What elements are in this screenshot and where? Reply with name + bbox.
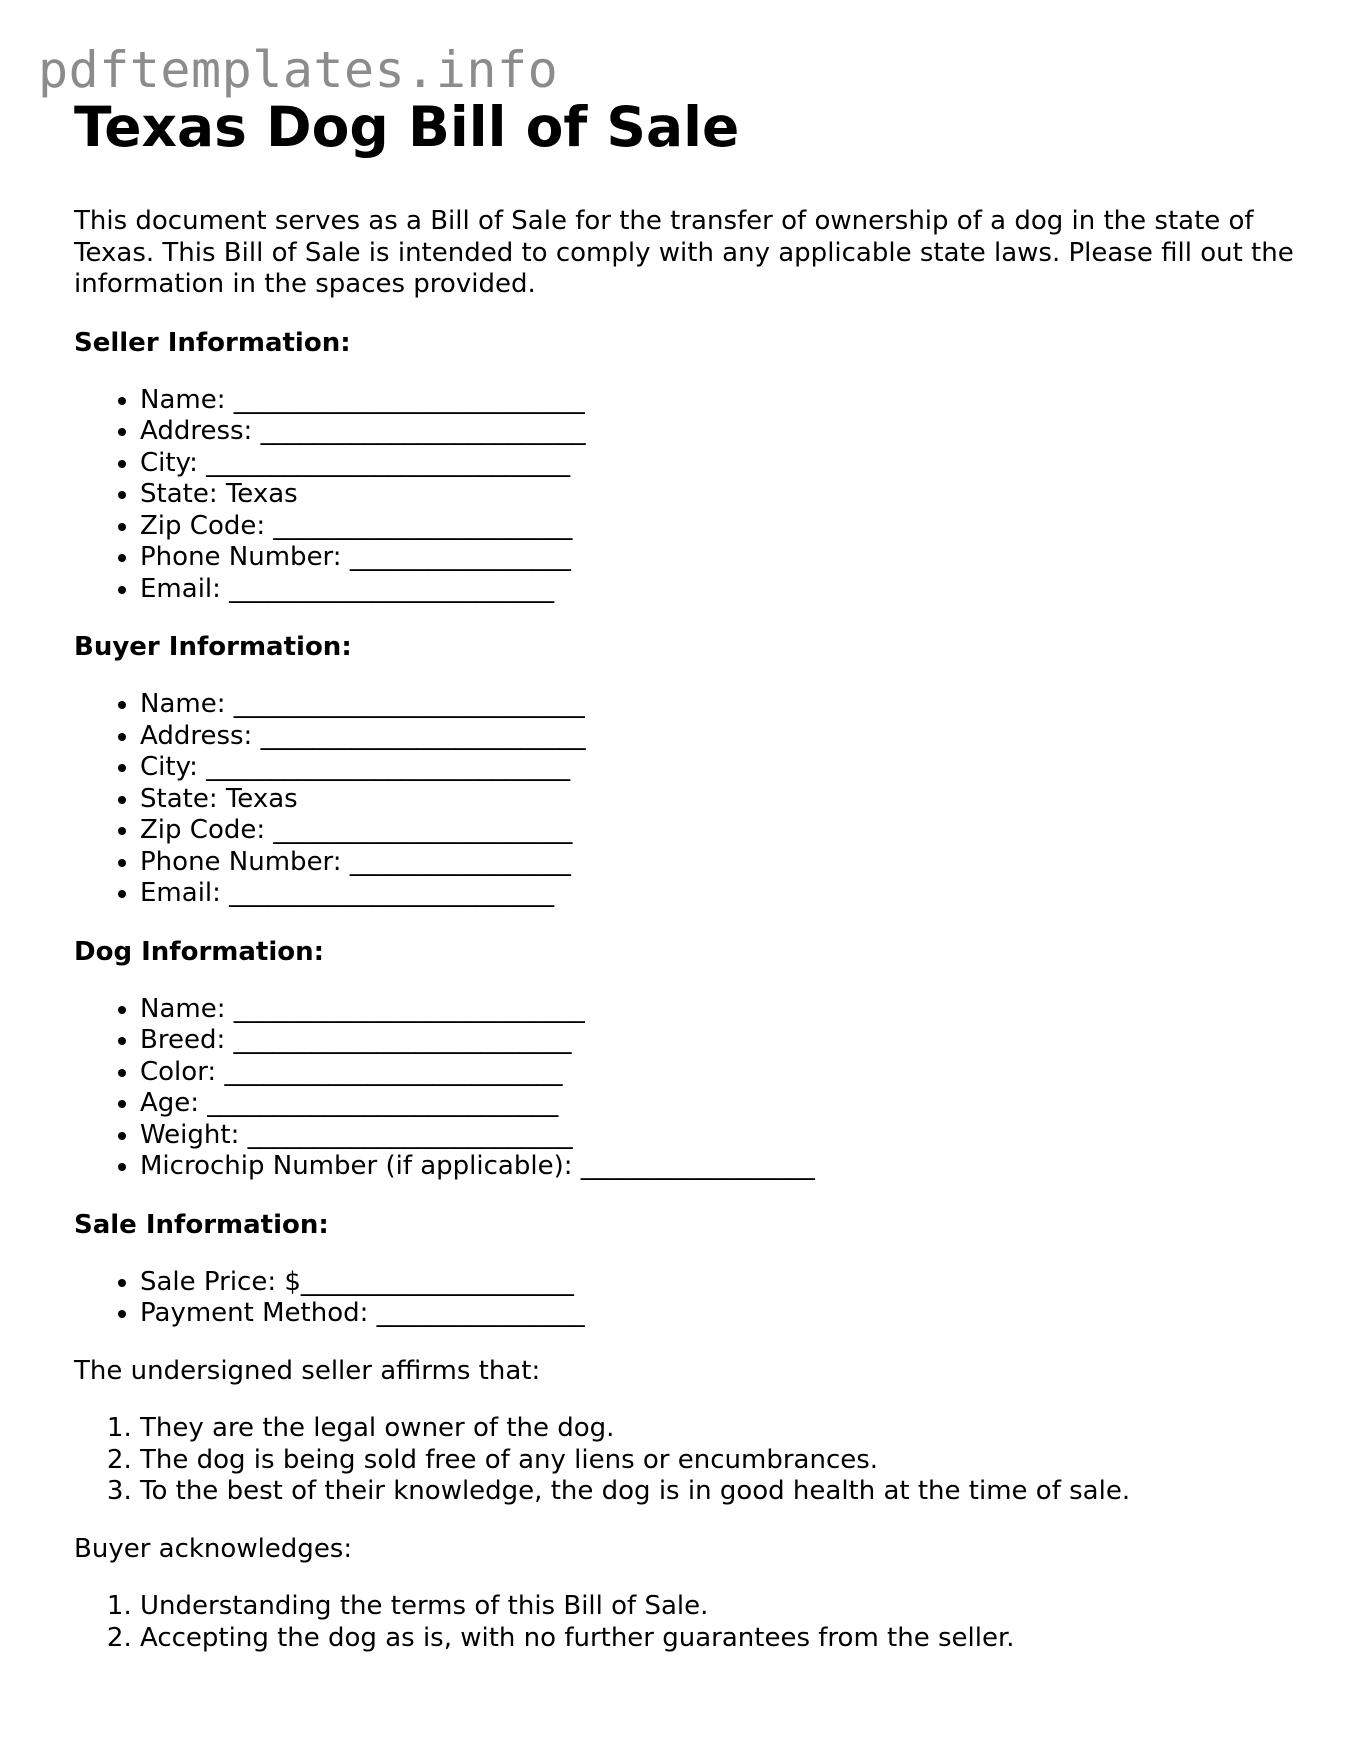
- buyer-acknowledgement: 2. Accepting the dog as is, with no further guarantees from the seller.: [140, 1623, 1304, 1655]
- buyer-name-field: • Name: ___________________________: [140, 689, 1304, 721]
- sale-list: [74, 1267, 1304, 1330]
- buyer-city-field: • City: ____________________________: [140, 752, 1304, 784]
- dog-heading: Dog Information:: [74, 936, 325, 967]
- seller-address-field: • Address: _________________________: [140, 416, 1304, 448]
- dog-breed-field: • Breed: __________________________: [140, 1025, 1304, 1057]
- dog-name-field: • Name: ___________________________: [140, 994, 1304, 1026]
- seller-heading: Seller Information:: [74, 327, 351, 358]
- intro-paragraph: This document serves as a Bill of Sale for the transfer of ownership of a dog in the state of Texas. This Bill of Sale is intended to comply with any applicable state laws. Please fill out the information in the spaces provided.: [74, 206, 1294, 299]
- seller-list: [74, 385, 1304, 606]
- seller-affirmation: 3. To the best of their knowledge, the dog is in good health at the time of sale.: [140, 1476, 1304, 1508]
- seller-state-field: • State: Texas: [140, 479, 1304, 511]
- dog-microchip-field: • Microchip Number (if applicable): __________________: [140, 1151, 1304, 1183]
- buyer-email-field: • Email: _________________________: [140, 878, 1304, 910]
- buyer-acknowledges-lead: Buyer acknowledges:: [74, 1533, 353, 1564]
- buyer-zip-field: • Zip Code: _______________________: [140, 815, 1304, 847]
- sale-heading: Sale Information:: [74, 1209, 329, 1240]
- buyer-address-field: • Address: _________________________: [140, 721, 1304, 753]
- buyer-heading: Buyer Information:: [74, 632, 352, 662]
- dog-color-field: • Color: __________________________: [140, 1057, 1304, 1089]
- dog-age-field: • Age: ___________________________: [140, 1088, 1304, 1120]
- seller-zip-field: • Zip Code: _______________________: [140, 511, 1304, 543]
- watermark: pdftemplates.info: [38, 41, 559, 99]
- page-title: Texas Dog Bill of Sale: [74, 95, 740, 159]
- seller-city-field: • City: ____________________________: [140, 448, 1304, 480]
- buyer-phone-field: • Phone Number: _________________: [140, 847, 1304, 879]
- seller-affirms-list: [74, 1413, 1304, 1508]
- seller-phone-field: • Phone Number: _________________: [140, 542, 1304, 574]
- buyer-state-field: • State: Texas: [140, 784, 1304, 816]
- seller-affirmation: 1. They are the legal owner of the dog.: [140, 1413, 1304, 1445]
- document-page: [74, 92, 1304, 1654]
- buyer-list: [74, 689, 1304, 910]
- sale-price-field: • Sale Price: $_____________________: [140, 1267, 1304, 1299]
- seller-affirmation: 2. The dog is being sold free of any liens or encumbrances.: [140, 1445, 1304, 1477]
- seller-name-field: • Name: ___________________________: [140, 385, 1304, 417]
- payment-method-field: • Payment Method: ________________: [140, 1298, 1304, 1330]
- dog-weight-field: • Weight: _________________________: [140, 1120, 1304, 1152]
- seller-email-field: • Email: _________________________: [140, 574, 1304, 606]
- seller-affirms-lead: The undersigned seller affirms that:: [74, 1355, 541, 1386]
- buyer-acknowledges-list: [74, 1591, 1304, 1654]
- buyer-acknowledgement: 1. Understanding the terms of this Bill of Sale.: [140, 1591, 1304, 1623]
- dog-list: [74, 994, 1304, 1183]
